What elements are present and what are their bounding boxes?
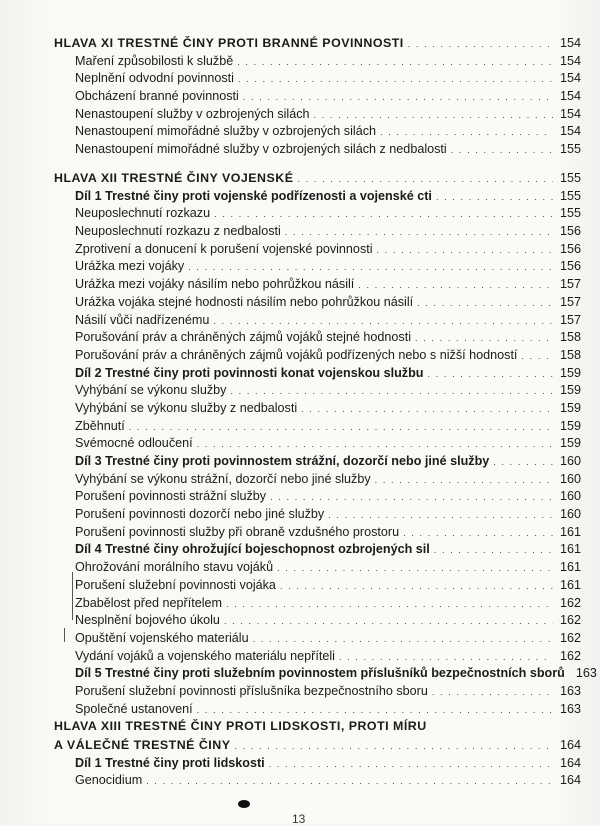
toc-entry[interactable]: Genocidium . . . 164 (54, 772, 581, 790)
ink-blot (238, 800, 250, 808)
toc-part[interactable]: Díl 1 Trestné činy proti vojenské podřízenosti a vojenské cti . . . 155 (54, 188, 581, 206)
page-number: 13 (292, 812, 306, 826)
toc-part[interactable]: Díl 2 Trestné činy proti povinnosti konat vojenskou službu . . . 159 (54, 365, 581, 383)
toc-part[interactable]: Díl 5 Trestné činy proti služebním povinnostem příslušníků bezpečnostních sborů 163 (75, 666, 597, 681)
toc-entry[interactable]: Svémocné odloučení . . . 159 (54, 435, 581, 453)
toc-entry[interactable]: Urážka vojáka stejné hodnosti násilím nebo pohrůžkou násilí . . . 157 (54, 294, 581, 312)
toc-entry[interactable]: Nesplnění bojového úkolu . . . 162 (54, 612, 581, 630)
toc-entry[interactable]: Násilí vůči nadřízenému . . . 157 (54, 312, 581, 330)
page-ref: 155 (559, 171, 581, 185)
page-ref: 164 (559, 738, 581, 752)
toc-entry[interactable]: Nenastoupení mimořádné služby v ozbrojených silách z nedbalosti . . . 155 (54, 141, 581, 159)
toc-entry[interactable]: Neuposlechnutí rozkazu z nedbalosti . . . 156 (54, 223, 581, 241)
toc-entry[interactable]: Porušování práv a chráněných zájmů vojáků stejné hodnosti . . . 158 (54, 329, 581, 347)
toc-entry[interactable]: Zprotivení a donucení k porušení vojenské povinnosti . . . 156 (54, 241, 581, 259)
toc-entry[interactable]: Nenastoupení služby v ozbrojených silách . . . 154 (54, 106, 581, 124)
toc-entry[interactable]: Vydání vojáků a vojenského materiálu nepříteli . . . 162 (54, 648, 581, 666)
toc-entry[interactable]: Neplnění odvodní povinnosti . . . 154 (54, 70, 581, 88)
toc-entry[interactable]: Obcházení branné povinnosti . . . 154 (54, 88, 581, 106)
toc-entry[interactable]: Zbabělost před nepřítelem . . . 162 (54, 595, 581, 613)
toc-entry[interactable]: Porušování práv a chráněných zájmů vojáků podřízených nebo s nižší hodností . . . 158 (54, 347, 581, 365)
pen-mark (64, 628, 65, 642)
toc-chapter-12 (54, 170, 597, 718)
chapter-title: HLAVA XII TRESTNÉ ČINY VOJENSKÉ (54, 171, 294, 185)
toc-chapter-13 (54, 737, 581, 790)
toc-entry[interactable]: Společné ustanovení . . . 163 (54, 701, 581, 719)
toc-entry[interactable]: Urážka mezi vojáky . . . 156 (54, 258, 581, 276)
toc-entry[interactable]: Porušení služební povinnosti příslušníka bezpečnostního sboru . . . 163 (54, 683, 581, 701)
toc-entry[interactable]: Maření způsobilosti k službě . . . 154 (54, 53, 581, 71)
toc-entry[interactable]: Vyhýbání se výkonu služby z nedbalosti . . . 159 (54, 400, 581, 418)
toc-entry[interactable]: Porušení služební povinnosti vojáka . . . 161 (54, 577, 581, 595)
toc-entry[interactable]: Urážka mezi vojáky násilím nebo pohrůžkou násilí . . . 157 (54, 276, 581, 294)
toc-entry[interactable]: Porušení povinnosti dozorčí nebo jiné služby . . . 160 (54, 506, 581, 524)
page-ref: 154 (559, 36, 581, 50)
toc-entry[interactable]: Zběhnutí . . . 159 (54, 418, 581, 436)
toc-entry[interactable]: Neuposlechnutí rozkazu . . . 155 (54, 205, 581, 223)
toc-entry[interactable]: Vyhýbání se výkonu strážní, dozorčí nebo jiné služby . . . 160 (54, 471, 581, 489)
toc-entry[interactable]: Ohrožování morálního stavu vojáků . . . 161 (54, 559, 581, 577)
toc-chapter-11 (54, 35, 581, 159)
chapter-heading[interactable] (54, 35, 581, 53)
toc-part[interactable]: Díl 4 Trestné činy ohrožující bojeschopnost ozbrojených sil . . . 161 (54, 541, 581, 559)
chapter-heading[interactable] (54, 170, 581, 188)
chapter-title-line1: HLAVA XIII TRESTNÉ ČINY PROTI LIDSKOSTI, PROTI MÍRU (54, 719, 427, 733)
toc-entry[interactable]: Vyhýbání se výkonu služby . . . 159 (54, 382, 581, 400)
chapter-title: HLAVA XI TRESTNÉ ČINY PROTI BRANNÉ POVINNOSTI (54, 36, 404, 50)
toc-entry[interactable]: Nenastoupení mimořádné služby v ozbrojených silách . . . 154 (54, 123, 581, 141)
toc-part[interactable]: Díl 3 Trestné činy proti povinnostem strážní, dozorčí nebo jiné služby . . . 160 (54, 453, 581, 471)
chapter-title-line2: A VÁLEČNÉ TRESTNÉ ČINY (54, 738, 231, 752)
toc-entry[interactable]: Porušení povinnosti strážní služby . . . 160 (54, 488, 581, 506)
chapter-heading[interactable] (54, 737, 581, 755)
pen-mark (72, 572, 73, 620)
toc-entry[interactable]: Opuštění vojenského materiálu . . . 162 (54, 630, 581, 648)
toc-entry[interactable]: Porušení povinnosti služby při obraně vzdušného prostoru . . . 161 (54, 524, 581, 542)
toc-part[interactable]: Díl 1 Trestné činy proti lidskosti . . . 164 (54, 755, 581, 773)
